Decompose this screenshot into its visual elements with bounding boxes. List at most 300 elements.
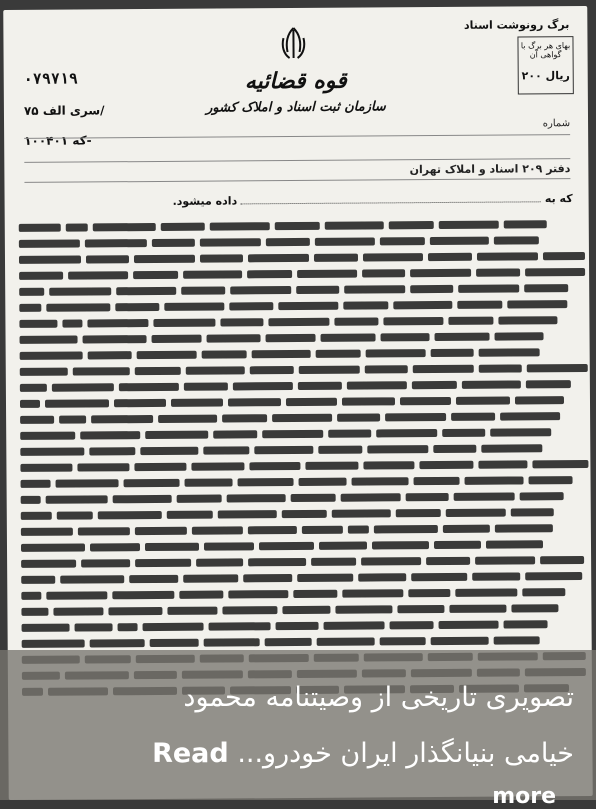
word-stroke [22, 624, 70, 632]
word-stroke [328, 429, 371, 437]
word-stroke [137, 351, 197, 359]
word-stroke [494, 236, 539, 244]
word-stroke [507, 300, 567, 308]
word-stroke [490, 428, 551, 436]
read-more-link[interactable]: more [492, 784, 556, 809]
word-stroke [89, 447, 135, 455]
word-stroke [268, 318, 329, 326]
word-stroke [431, 637, 489, 645]
word-stroke [457, 301, 502, 309]
word-stroke [332, 509, 391, 517]
typed-text-line [21, 506, 579, 522]
word-stroke [458, 284, 519, 292]
typed-text-line [21, 490, 579, 506]
word-stroke [248, 254, 309, 262]
word-stroke [335, 605, 392, 613]
word-stroke [183, 270, 242, 278]
word-stroke [397, 605, 444, 613]
word-stroke [365, 365, 408, 373]
word-stroke [218, 510, 277, 518]
word-stroke [115, 303, 159, 311]
form-line-number: شماره [24, 118, 570, 139]
word-stroke [57, 511, 93, 519]
word-stroke [321, 333, 376, 341]
word-stroke [88, 351, 132, 359]
typed-text-line [20, 394, 578, 410]
word-stroke [228, 398, 281, 406]
typed-will-text [19, 218, 580, 702]
typed-text-line [21, 474, 579, 490]
word-stroke [393, 301, 452, 309]
word-stroke [390, 621, 434, 629]
word-stroke [46, 303, 110, 311]
word-stroke [250, 366, 294, 374]
word-stroke [135, 559, 191, 567]
caption-line-1: تصویری تاریخی از وصیتنامه محمود [183, 682, 574, 713]
word-stroke [411, 573, 467, 581]
word-stroke [297, 574, 353, 582]
word-stroke [291, 494, 336, 502]
word-stroke [495, 332, 544, 340]
typed-text-line [19, 266, 577, 282]
word-stroke [476, 268, 520, 276]
typed-text-line [19, 218, 577, 234]
word-stroke [520, 492, 564, 500]
word-stroke [389, 221, 434, 229]
caption-text: خیامی بنیانگذار ایران خودرو... [237, 738, 574, 769]
word-stroke [19, 272, 63, 280]
word-stroke [524, 284, 568, 292]
word-stroke [434, 541, 481, 549]
word-stroke [275, 222, 320, 230]
judiciary-title: قوه قضائیه [244, 67, 347, 95]
word-stroke [183, 574, 238, 582]
word-stroke [462, 380, 521, 388]
word-stroke [352, 477, 409, 485]
word-stroke [540, 556, 584, 564]
word-stroke [98, 511, 162, 519]
word-stroke [455, 588, 517, 596]
word-stroke [262, 430, 323, 438]
word-stroke [210, 222, 270, 230]
read-link[interactable]: Read [152, 738, 229, 769]
word-stroke [80, 431, 140, 439]
typed-text-line [20, 442, 578, 458]
word-stroke [451, 413, 495, 421]
word-stroke [522, 588, 565, 596]
series-label: سری الف ۷۵/ [23, 103, 105, 118]
word-stroke [341, 493, 401, 501]
word-stroke [400, 397, 451, 405]
word-stroke [209, 622, 271, 630]
word-stroke [19, 240, 80, 248]
word-stroke [286, 398, 337, 406]
typed-text-line [20, 458, 578, 474]
word-stroke [298, 382, 342, 390]
word-stroke [515, 396, 564, 404]
document-top-label: برگ رونوشت اسناد [463, 18, 570, 32]
word-stroke [177, 495, 222, 503]
word-stroke [158, 415, 217, 423]
word-stroke [477, 252, 538, 260]
word-stroke [220, 318, 263, 326]
word-stroke [348, 526, 369, 534]
word-stroke [396, 509, 441, 517]
word-stroke [380, 237, 425, 245]
word-stroke [342, 589, 403, 597]
word-stroke [135, 527, 187, 535]
word-stroke [20, 416, 54, 424]
word-stroke [116, 287, 176, 295]
word-stroke [75, 623, 113, 631]
word-stroke [465, 476, 524, 484]
word-stroke [118, 623, 138, 631]
word-stroke [114, 399, 166, 407]
word-stroke [439, 621, 499, 629]
word-stroke [543, 252, 585, 260]
caption-line-2 [152, 738, 574, 769]
word-stroke [186, 366, 245, 374]
word-stroke [62, 320, 82, 328]
form-line-office: دفتر ۲۰۹ اسناد و املاک تهران [24, 162, 570, 183]
typed-text-line [21, 602, 579, 618]
word-stroke [311, 558, 356, 566]
word-stroke [481, 444, 542, 452]
word-stroke [316, 350, 361, 358]
typed-text-line [22, 634, 580, 650]
word-stroke [222, 414, 267, 422]
word-stroke [381, 333, 430, 341]
word-stroke [358, 573, 406, 581]
word-stroke [324, 621, 385, 629]
typed-text-line [20, 410, 578, 426]
word-stroke [73, 367, 130, 375]
word-stroke [200, 254, 243, 262]
word-stroke [135, 367, 181, 375]
typed-text-line [21, 522, 579, 538]
word-stroke [181, 287, 225, 295]
word-stroke [448, 317, 493, 325]
word-stroke [317, 637, 375, 645]
word-stroke [90, 543, 140, 551]
word-stroke [362, 269, 405, 277]
word-stroke [53, 607, 103, 615]
word-stroke [248, 558, 306, 566]
word-stroke [252, 350, 311, 358]
word-stroke [443, 525, 490, 533]
word-stroke [504, 220, 547, 228]
word-stroke [21, 560, 76, 568]
word-stroke [449, 605, 506, 613]
word-stroke [164, 303, 224, 311]
word-stroke [511, 604, 558, 612]
word-stroke [78, 527, 130, 535]
word-stroke [108, 607, 162, 615]
word-stroke [380, 637, 426, 645]
word-stroke [408, 589, 450, 597]
word-stroke [527, 364, 588, 372]
word-stroke [442, 429, 485, 437]
word-stroke [504, 620, 548, 628]
word-stroke [367, 445, 428, 453]
word-stroke [343, 301, 388, 309]
word-stroke [46, 591, 107, 599]
word-stroke [431, 349, 474, 357]
word-stroke [167, 607, 217, 615]
word-stroke [293, 590, 337, 598]
word-stroke [20, 368, 68, 376]
word-stroke [20, 384, 47, 392]
word-stroke [248, 526, 297, 534]
word-stroke [113, 495, 172, 503]
word-stroke [21, 480, 51, 488]
word-stroke [77, 463, 129, 471]
word-stroke [229, 302, 273, 310]
word-stroke [66, 223, 88, 231]
word-stroke [192, 526, 243, 534]
word-stroke [249, 462, 300, 470]
word-stroke [266, 334, 316, 342]
word-stroke [93, 223, 156, 231]
typed-text-line [21, 554, 579, 570]
word-stroke [161, 223, 205, 231]
word-stroke [494, 636, 540, 644]
typed-text-line [20, 426, 578, 442]
word-stroke [185, 478, 233, 486]
form-line-blank [24, 142, 570, 163]
word-stroke [374, 525, 438, 533]
word-stroke [302, 526, 343, 534]
registration-org-title: سازمان ثبت اسناد و املاک کشور [206, 99, 386, 116]
word-stroke [19, 288, 44, 296]
word-stroke [366, 349, 426, 357]
word-stroke [342, 397, 395, 405]
word-stroke [19, 320, 57, 328]
typed-text-line [19, 314, 577, 330]
word-stroke [52, 383, 114, 391]
word-stroke [383, 317, 443, 325]
word-stroke [49, 287, 111, 295]
word-stroke [315, 237, 375, 245]
word-stroke [247, 270, 292, 278]
word-stroke [299, 478, 347, 486]
typed-text-line [20, 346, 578, 362]
word-stroke [361, 557, 421, 565]
word-stroke [85, 239, 147, 247]
word-stroke [20, 352, 83, 360]
word-stroke [266, 238, 310, 246]
word-stroke [433, 445, 476, 453]
word-stroke [59, 415, 86, 423]
word-stroke [21, 576, 55, 584]
word-stroke [145, 543, 199, 551]
word-stroke [305, 462, 358, 470]
word-stroke [207, 334, 261, 342]
typed-text-line [21, 570, 579, 586]
word-stroke [276, 622, 319, 630]
word-stroke [133, 271, 178, 279]
word-stroke [21, 592, 41, 600]
word-stroke [439, 221, 499, 229]
typed-text-line [19, 234, 577, 250]
word-stroke [56, 479, 119, 487]
word-stroke [243, 574, 292, 582]
word-stroke [112, 591, 174, 599]
word-stroke [145, 431, 208, 439]
recipient-blank [241, 201, 541, 204]
word-stroke [152, 335, 202, 343]
word-stroke [20, 447, 84, 455]
word-stroke [227, 494, 286, 502]
word-stroke [87, 319, 148, 327]
word-stroke [21, 512, 52, 520]
word-stroke [213, 430, 257, 438]
word-stroke [152, 239, 195, 247]
word-stroke [222, 606, 277, 614]
word-stroke [233, 382, 293, 390]
word-stroke [412, 381, 457, 389]
word-stroke [526, 380, 571, 388]
word-stroke [21, 528, 73, 536]
word-stroke [532, 460, 588, 468]
word-stroke [475, 556, 535, 564]
word-stroke [202, 350, 247, 358]
word-stroke [21, 543, 85, 551]
word-stroke [238, 478, 294, 486]
word-stroke [419, 461, 473, 469]
word-stroke [297, 270, 357, 278]
word-stroke [143, 623, 204, 631]
word-stroke [414, 477, 460, 485]
word-stroke [334, 317, 378, 325]
word-stroke [124, 479, 180, 487]
word-stroke [486, 540, 543, 548]
word-stroke [472, 572, 520, 580]
word-stroke [272, 414, 332, 422]
word-stroke [410, 269, 471, 277]
typed-text-line [20, 330, 578, 346]
word-stroke [20, 464, 72, 472]
word-stroke [46, 495, 108, 503]
word-stroke [129, 575, 178, 583]
word-stroke [498, 316, 557, 324]
word-stroke [265, 638, 312, 646]
word-stroke [153, 319, 215, 327]
word-stroke [19, 224, 61, 232]
typed-text-line [20, 362, 578, 378]
word-stroke [406, 493, 449, 501]
word-stroke [196, 558, 243, 566]
word-stroke [385, 413, 446, 421]
word-stroke [426, 557, 470, 565]
word-stroke [81, 559, 130, 567]
caption-overlay [0, 650, 596, 800]
word-stroke [454, 492, 515, 500]
word-stroke [525, 268, 585, 276]
word-stroke [68, 271, 128, 279]
word-stroke [259, 542, 314, 550]
word-stroke [282, 606, 330, 614]
word-stroke [45, 399, 109, 407]
word-stroke [134, 255, 195, 263]
word-stroke [500, 412, 560, 420]
typed-text-line [22, 618, 580, 634]
word-stroke [179, 591, 223, 599]
word-stroke [86, 255, 129, 263]
word-stroke [19, 256, 81, 264]
typed-text-line [21, 586, 579, 602]
word-stroke [204, 638, 260, 646]
word-stroke [83, 335, 147, 343]
word-stroke [171, 399, 223, 407]
word-stroke [314, 254, 358, 262]
word-stroke [119, 383, 179, 391]
word-stroke [91, 415, 153, 423]
word-stroke [21, 496, 41, 504]
typed-text-line [21, 538, 579, 554]
word-stroke [363, 461, 414, 469]
word-stroke [134, 463, 186, 471]
word-stroke [428, 253, 472, 261]
word-stroke [318, 446, 362, 454]
word-stroke [435, 333, 490, 341]
word-stroke [167, 511, 213, 519]
word-stroke [19, 304, 41, 312]
word-stroke [430, 237, 489, 245]
word-stroke [296, 286, 339, 294]
typed-text-line [19, 282, 577, 298]
word-stroke [200, 238, 261, 246]
word-stroke [20, 400, 40, 408]
word-stroke [60, 575, 124, 583]
word-stroke [140, 447, 198, 455]
stamp-price: ۲۰۰ ریال [521, 69, 570, 83]
word-stroke [230, 286, 291, 294]
word-stroke [479, 348, 540, 356]
typed-text-line [19, 250, 577, 266]
word-stroke [372, 541, 429, 549]
typed-text-line [20, 378, 578, 394]
word-stroke [299, 366, 360, 374]
word-stroke [376, 429, 437, 437]
word-stroke [347, 381, 407, 389]
word-stroke [529, 476, 573, 484]
word-stroke [337, 413, 380, 421]
word-stroke [511, 508, 554, 516]
iran-emblem-icon [273, 24, 313, 64]
word-stroke [20, 432, 75, 440]
word-stroke [344, 285, 405, 293]
word-stroke [278, 302, 338, 310]
serial-number: ۰۷۹۷۱۹ [23, 69, 78, 88]
word-stroke [479, 364, 522, 372]
word-stroke [254, 446, 313, 454]
word-stroke [410, 285, 453, 293]
word-stroke [184, 382, 228, 390]
word-stroke [150, 639, 199, 647]
word-stroke [478, 460, 527, 468]
word-stroke [203, 446, 249, 454]
word-stroke [282, 510, 327, 518]
word-stroke [191, 462, 244, 470]
word-stroke [495, 524, 553, 532]
word-stroke [413, 365, 474, 373]
word-stroke [363, 253, 423, 261]
word-stroke [90, 639, 145, 647]
recipient-line: که به داده میشود. [172, 192, 573, 208]
word-stroke [456, 397, 510, 405]
typed-text-line [19, 298, 577, 314]
